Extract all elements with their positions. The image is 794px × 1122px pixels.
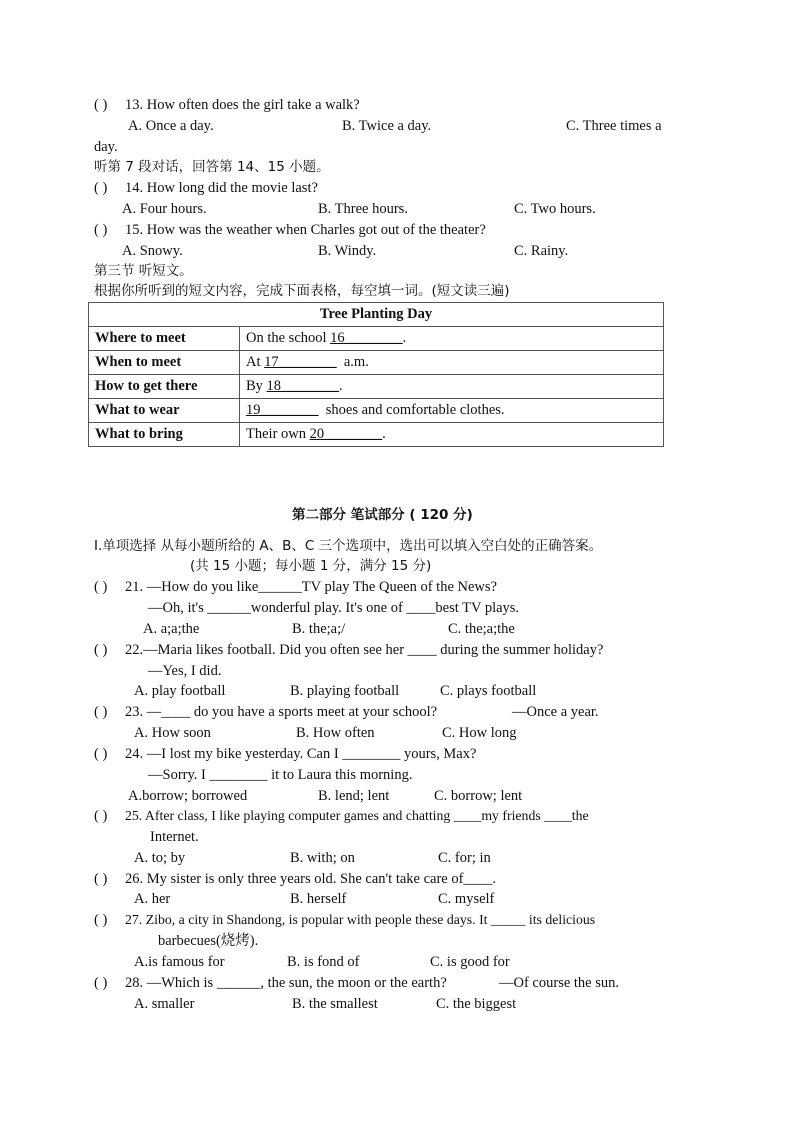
row-label: What to bring <box>89 423 240 447</box>
fill-blank-20[interactable]: 20________ <box>309 426 383 442</box>
q28-option-c[interactable]: C. the biggest <box>436 996 517 1012</box>
section1-note: (共 15 小题；每小题 1 分，满分 15 分) <box>190 558 432 574</box>
q27-option-a[interactable]: A.is famous for <box>134 954 225 970</box>
answer-blank[interactable]: ( ) <box>94 871 108 887</box>
answer-blank[interactable]: ( ) <box>94 746 108 762</box>
q26-option-a[interactable]: A. her <box>134 891 171 907</box>
q15-option-b[interactable]: B. Windy. <box>318 243 377 259</box>
row-label: How to get there <box>89 375 240 399</box>
q23-option-b[interactable]: B. How often <box>296 725 375 741</box>
question-25-line1: 25. After class, I like playing computer games and chatting ____my friends ____the <box>125 808 589 823</box>
q28-option-a[interactable]: A. smaller <box>134 996 195 1012</box>
question-21-line1: 21. —How do you like______TV play The Queen of the News? <box>125 579 497 595</box>
q13-option-c[interactable]: C. Three times a <box>566 118 662 134</box>
q25-option-c[interactable]: C. for; in <box>438 850 491 866</box>
question-21-line2: —Oh, it's ______wonderful play. It's one of ____best TV plays. <box>148 600 520 616</box>
q26-option-c[interactable]: C. myself <box>438 891 495 907</box>
row-value: On the school 16________. <box>240 327 664 351</box>
question-27-line2: barbecues(烧烤). <box>158 933 259 949</box>
answer-blank[interactable]: ( ) <box>94 222 108 238</box>
row-label: When to meet <box>89 351 240 375</box>
fill-blank-17[interactable]: 17________ <box>264 354 337 370</box>
question-14-text: 14. How long did the movie last? <box>125 180 318 196</box>
answer-blank[interactable]: ( ) <box>94 180 108 196</box>
q22-option-c[interactable]: C. plays football <box>440 683 537 699</box>
part3-title: 第三节 听短文。 <box>94 263 193 279</box>
question-24-line2: —Sorry. I ________ it to Laura this morning. <box>148 767 413 783</box>
q24-option-b[interactable]: B. lend; lent <box>318 788 390 804</box>
question-22-line1: 22.—Maria likes football. Did you often see her ____ during the summer holiday? <box>125 642 604 658</box>
table-row <box>89 327 664 351</box>
q27-option-c[interactable]: C. is good for <box>430 954 510 970</box>
section1-title: I.单项选择 从每小题所给的 A、B、C 三个选项中，选出可以填入空白处的正确答案。 <box>94 538 603 554</box>
table-row <box>89 399 664 423</box>
q13-option-b[interactable]: B. Twice a day. <box>342 118 432 134</box>
table-title: Tree Planting Day <box>89 303 664 327</box>
question-26-line1: 26. My sister is only three years old. She can't take care of____. <box>125 871 497 887</box>
q13-option-c-continued: day. <box>94 139 118 155</box>
q22-option-b[interactable]: B. playing football <box>290 683 400 699</box>
q27-option-b[interactable]: B. is fond of <box>287 954 360 970</box>
row-value: Their own 20________. <box>240 423 664 447</box>
q21-option-b[interactable]: B. the;a;/ <box>292 621 346 637</box>
row-label: Where to meet <box>89 327 240 351</box>
section7-header: 听第 7 段对话，回答第 14、15 小题。 <box>94 159 330 175</box>
answer-blank[interactable]: ( ) <box>94 912 108 928</box>
answer-blank[interactable]: ( ) <box>94 97 108 113</box>
question-27-line1: 27. Zibo, a city in Shandong, is popular with people these days. It _____ its delicious <box>125 912 596 927</box>
part2-title: 第二部分 笔试部分 ( 120 分) <box>292 507 473 523</box>
fill-blank-19[interactable]: 19________ <box>246 402 319 418</box>
question-23-response: —Once a year. <box>512 704 599 720</box>
tree-planting-table <box>88 302 664 447</box>
q24-option-a[interactable]: A.borrow; borrowed <box>128 788 248 804</box>
q14-option-b[interactable]: B. Three hours. <box>318 201 408 217</box>
question-15-text: 15. How was the weather when Charles got out of the theater? <box>125 222 486 238</box>
part3-instruction: 根据你所听到的短文内容，完成下面表格，每空填一词。(短文读三遍) <box>94 283 510 299</box>
question-13-text: 13. How often does the girl take a walk? <box>125 97 360 113</box>
answer-blank[interactable]: ( ) <box>94 808 108 824</box>
answer-blank[interactable]: ( ) <box>94 579 108 595</box>
question-23-line1: 23. —____ do you have a sports meet at your school? <box>125 704 438 720</box>
q13-option-a[interactable]: A. Once a day. <box>128 118 214 134</box>
question-28-response: —Of course the sun. <box>499 975 620 991</box>
q15-option-c[interactable]: C. Rainy. <box>514 243 569 259</box>
q25-option-b[interactable]: B. with; on <box>290 850 355 866</box>
q22-option-a[interactable]: A. play football <box>134 683 226 699</box>
answer-blank[interactable]: ( ) <box>94 642 108 658</box>
row-label: What to wear <box>89 399 240 423</box>
q26-option-b[interactable]: B. herself <box>290 891 347 907</box>
q28-option-b[interactable]: B. the smallest <box>292 996 378 1012</box>
q23-option-c[interactable]: C. How long <box>442 725 517 741</box>
q25-option-a[interactable]: A. to; by <box>134 850 186 866</box>
row-value: At 17________ a.m. <box>240 351 664 375</box>
fill-blank-18[interactable]: 18________ <box>266 378 340 394</box>
q24-option-c[interactable]: C. borrow; lent <box>434 788 523 804</box>
table-row <box>89 375 664 399</box>
question-22-line2: —Yes, I did. <box>148 663 222 679</box>
answer-blank[interactable]: ( ) <box>94 975 108 991</box>
question-25-line2: Internet. <box>150 829 199 845</box>
row-value: By 18________. <box>240 375 664 399</box>
q14-option-c[interactable]: C. Two hours. <box>514 201 596 217</box>
q14-option-a[interactable]: A. Four hours. <box>122 201 207 217</box>
q21-option-a[interactable]: A. a;a;the <box>143 621 200 637</box>
fill-blank-16[interactable]: 16________ <box>330 330 403 346</box>
answer-blank[interactable]: ( ) <box>94 704 108 720</box>
table-row <box>89 423 664 447</box>
q23-option-a[interactable]: A. How soon <box>134 725 211 741</box>
row-value: 19________ shoes and comfortable clothes. <box>240 399 664 423</box>
question-28-line1: 28. —Which is ______, the sun, the moon or the earth? <box>125 975 447 991</box>
table-row <box>89 351 664 375</box>
q15-option-a[interactable]: A. Snowy. <box>122 243 183 259</box>
question-24-line1: 24. —I lost my bike yesterday. Can I ________ yours, Max? <box>125 746 477 762</box>
q21-option-c[interactable]: C. the;a;the <box>448 621 515 637</box>
